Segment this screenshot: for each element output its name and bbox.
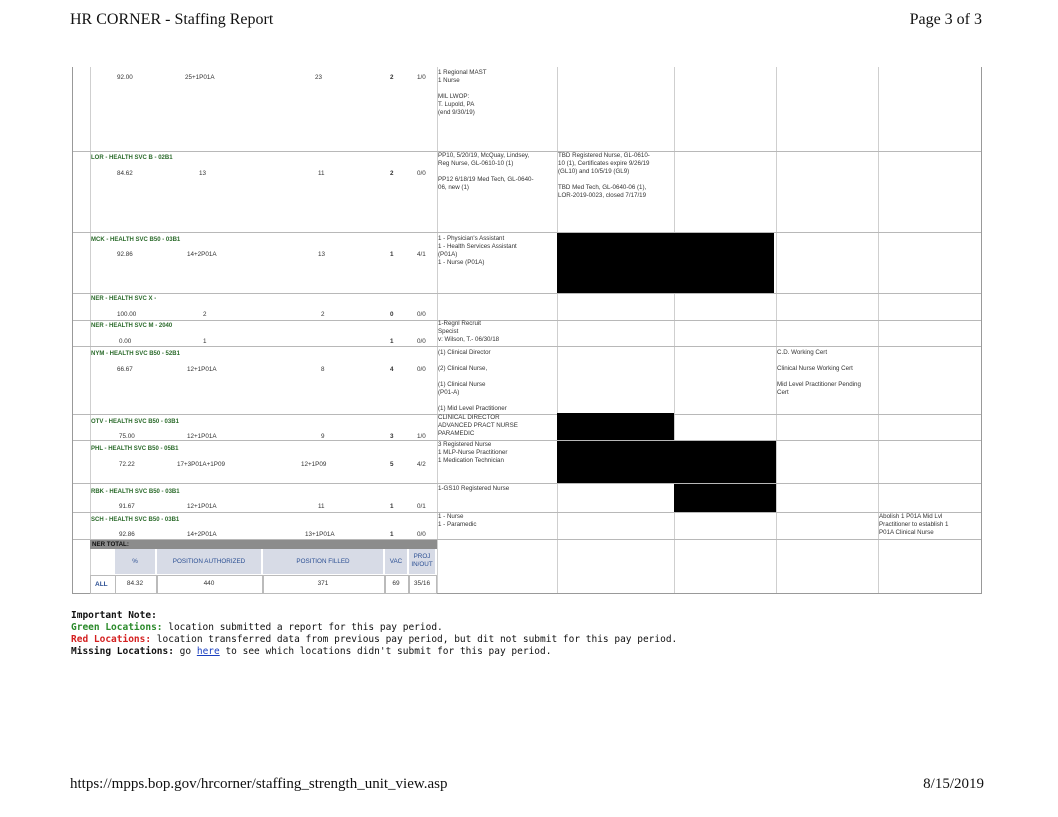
- vac-value: 5: [390, 461, 394, 468]
- red-label: Red Locations:: [71, 634, 152, 645]
- vac-value: 3: [390, 433, 394, 440]
- unit-name: NYM - HEALTH SVC B50 - 52B1: [91, 351, 180, 357]
- proj-value: 0/0: [417, 338, 426, 345]
- unit-name: MCK - HEALTH SVC B50 - 03B1: [91, 237, 181, 243]
- vac-value: 4: [390, 366, 394, 373]
- report-title: HR CORNER - Staffing Report: [70, 11, 274, 28]
- pct-value: 75.00: [119, 433, 135, 440]
- proj-value: 0/0: [417, 311, 426, 318]
- row-divider: [73, 232, 981, 233]
- proj-value: 0/1: [417, 503, 426, 510]
- row-divider: [73, 293, 981, 294]
- row-note: (1) Clinical Director (2) Clinical Nurse, (1) Clinical Nurse (P01-A) (1) Mid Level Practitioner: [438, 349, 507, 412]
- vac-value: 0: [390, 311, 394, 318]
- page-url: https://mpps.bop.gov/hrcorner/staffing_strength_unit_view.asp: [70, 776, 448, 792]
- unit-name: NER - HEALTH SVC M - 2040: [91, 323, 173, 329]
- proj-value: 4/1: [417, 251, 426, 258]
- row-divider: [73, 483, 981, 484]
- total-header-authorized: POSITION AUTHORIZED: [157, 549, 261, 574]
- filled-value: 8: [321, 366, 325, 373]
- unit-name: SCH - HEALTH SVC B50 - 03B1: [91, 517, 180, 523]
- filled-value: 12+1P09: [301, 461, 327, 468]
- total-proj: 35/16: [413, 580, 431, 587]
- proj-value: 1/0: [417, 74, 426, 81]
- pct-value: 0.00: [119, 338, 132, 345]
- authorized-value: 13: [199, 170, 207, 177]
- total-header-filled: POSITION FILLED: [263, 549, 383, 574]
- authorized-value: 14+2P01A: [187, 531, 217, 538]
- pct-value: 91.67: [119, 503, 135, 510]
- redacted-block: [557, 233, 774, 293]
- pct-value: 66.67: [117, 366, 133, 373]
- row-divider: [73, 346, 981, 347]
- authorized-value: 17+3P01A+1P09: [177, 461, 225, 468]
- total-label: NER TOTAL:: [90, 540, 437, 549]
- unit-name: NER - HEALTH SVC X -: [91, 296, 157, 302]
- authorized-value: 12+1P01A: [187, 503, 217, 510]
- row-note: 1-Regnl Recruit Specist v: Wilson, T.- 06/30/18: [438, 320, 500, 343]
- unit-name: PHL - HEALTH SVC B50 - 05B1: [91, 446, 179, 452]
- missing-label: Missing Locations:: [71, 646, 174, 657]
- redacted-block: [674, 441, 776, 512]
- authorized-value: 25+1P01A: [185, 74, 215, 81]
- important-note: [71, 610, 677, 658]
- total-header-proj: PROJ IN/OUT: [409, 549, 435, 574]
- vac-value: 1: [390, 503, 394, 510]
- pct-value: 92.86: [119, 531, 135, 538]
- proj-value: 0/0: [417, 366, 426, 373]
- proj-value: 0/0: [417, 531, 426, 538]
- missing-pre: go: [173, 646, 197, 657]
- green-label: Green Locations:: [71, 622, 163, 633]
- pct-value: 84.62: [117, 170, 133, 177]
- pct-value: 92.00: [117, 74, 133, 81]
- pct-value: 100.00: [117, 311, 137, 318]
- authorized-value: 12+1P01A: [187, 433, 217, 440]
- column-divider: [557, 67, 558, 593]
- row-note: PP10, 5/20/19, McQuay, Lindsey, Reg Nurse, GL-0610-10 (1) PP12 6/18/19 Med Tech, GL-0640- 06, new (1): [438, 152, 534, 191]
- filled-value: 13+1P01A: [305, 531, 335, 538]
- authorized-value: 14+2P01A: [187, 251, 217, 258]
- authorized-value: 2: [203, 311, 207, 318]
- total-header-pct: %: [115, 549, 155, 574]
- redacted-block: [557, 413, 674, 484]
- column-divider: [776, 67, 777, 593]
- authorized-value: 1: [203, 338, 207, 345]
- missing-post: to see which locations didn't submit for this pay period.: [219, 646, 552, 657]
- vac-value: 1: [390, 251, 394, 258]
- filled-value: 23: [315, 74, 323, 81]
- total-vac: 69: [392, 580, 400, 587]
- unit-name: OTV - HEALTH SVC B50 - 03B1: [91, 419, 179, 425]
- proj-value: 0/0: [417, 170, 426, 177]
- total-filled: 371: [317, 580, 329, 587]
- total-header-vac: VAC: [385, 549, 407, 574]
- row-note-action: Abolish 1 P01A Mid Lvl Practitioner to establish 1 P01A Clinical Nurse: [879, 513, 949, 536]
- filled-value: 2: [321, 311, 325, 318]
- proj-value: 1/0: [417, 433, 426, 440]
- red-text: location transferred data from previous pay period, but dit not submit for this pay period.: [151, 634, 678, 645]
- pct-value: 72.22: [119, 461, 135, 468]
- filled-value: 11: [318, 503, 325, 510]
- note-heading: Important Note:: [71, 610, 157, 621]
- filled-value: 9: [321, 433, 325, 440]
- green-text: location submitted a report for this pay period.: [162, 622, 443, 633]
- proj-value: 4/2: [417, 461, 426, 468]
- row-note-cert: C.D. Working Cert Clinical Nurse Working Cert Mid Level Practitioner Pending Cert: [777, 349, 861, 396]
- total-authorized: 440: [203, 580, 215, 587]
- row-note: 1 Regional MAST 1 Nurse MIL LWOP: T. Lupold, PA (end 9/30/19): [438, 69, 487, 116]
- row-note: 1-GS10 Registered Nurse: [438, 485, 510, 492]
- staffing-table: [72, 67, 982, 594]
- unit-name: RBK - HEALTH SVC B50 - 03B1: [91, 489, 180, 495]
- column-divider: [674, 67, 675, 593]
- row-note: 1 - Nurse 1 - Paramedic: [438, 513, 477, 528]
- pct-value: 92.86: [117, 251, 133, 258]
- column-divider: [90, 67, 91, 593]
- row-note-tbd: TBD Registered Nurse, GL-0610- 10 (1), Certificates expire 9/26/19 (GL10) and 10/5/19 (GL9) TBD Med Tech, GL-0640-06 (1), LOR-2019-0023, closed 7/17/19: [558, 152, 650, 199]
- row-note: CLINICAL DIRECTOR ADVANCED PRACT NURSE PARAMEDIC: [438, 414, 518, 437]
- print-date: 8/15/2019: [923, 776, 984, 792]
- row-note: 1 - Physician's Assistant 1 - Health Services Assistant (P01A) 1 - Nurse (P01A): [438, 235, 517, 266]
- filled-value: 11: [318, 170, 325, 177]
- filled-value: 13: [318, 251, 326, 258]
- total-pct: 84.32: [126, 580, 144, 587]
- vac-value: 1: [390, 531, 394, 538]
- vac-value: 2: [390, 74, 394, 81]
- vac-value: 1: [390, 338, 394, 345]
- page-number: Page 3 of 3: [909, 11, 982, 28]
- row-note: 3 Registered Nurse 1 MLP-Nurse Practitioner 1 Medication Technician: [438, 441, 508, 464]
- unit-name: LOR - HEALTH SVC B - 02B1: [91, 155, 173, 161]
- total-all-label: ALL: [95, 581, 108, 588]
- vac-value: 2: [390, 170, 394, 177]
- authorized-value: 12+1P01A: [187, 366, 217, 373]
- missing-locations-link[interactable]: here: [196, 646, 220, 657]
